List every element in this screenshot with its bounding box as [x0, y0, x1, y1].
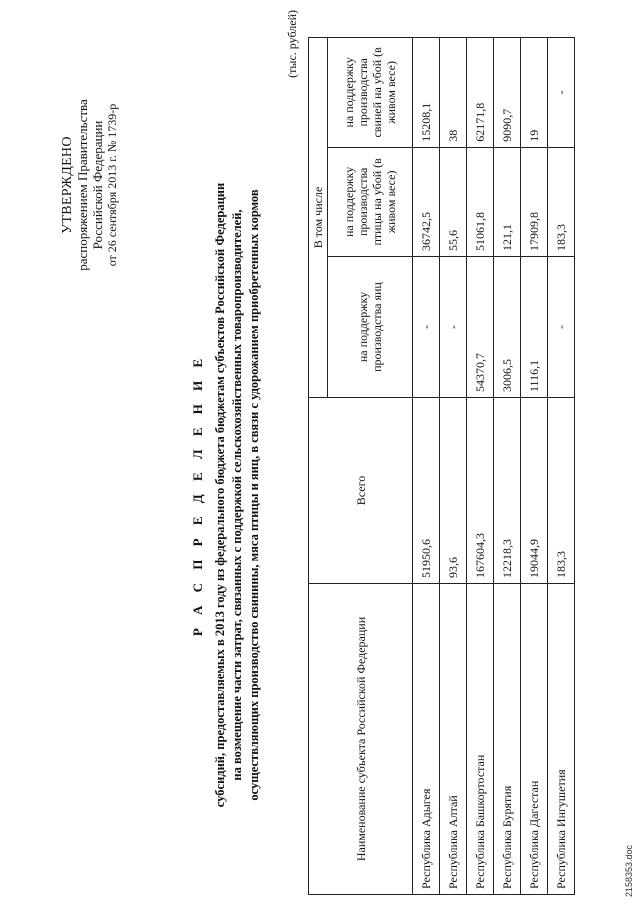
- table-row: [494, 38, 521, 895]
- value-poultry: 17909,8: [521, 147, 548, 256]
- value-pigs: -: [548, 38, 575, 148]
- document-subtitle: субсидий, предоставляемых в 2013 году из федерального бюджета бюджетам субъектов Российской Федерации на возмещение части затрат, связанных с поддержкой сельскохозяйственных товаропроизводителей, осуществляющих производство свинины, мяса птицы и яиц, в связи с удорожанием приобретенных кормов: [213, 182, 261, 808]
- approval-title: УТВЕРЖДЕНО: [60, 136, 75, 234]
- table-row: [440, 38, 467, 895]
- value-eggs: 1116,1: [521, 257, 548, 398]
- value-poultry: 36742,5: [413, 147, 440, 256]
- value-eggs: 54370,7: [467, 257, 494, 398]
- approval-date: от 26 сентября 2013 г. № 1739-р: [105, 103, 119, 267]
- value-eggs: 3006,5: [494, 257, 521, 398]
- table-row: [413, 38, 440, 895]
- header-region-name: Наименование субъекта Российской Федерации: [309, 584, 413, 895]
- approval-line-1: распоряжением Правительства: [75, 99, 90, 271]
- value-pigs: 62171,8: [467, 38, 494, 148]
- units-label: (тыс. рублей): [285, 10, 299, 78]
- region-name: Республика Дагестан: [521, 584, 548, 895]
- header-eggs: на поддержку производства яиц: [328, 257, 413, 398]
- value-poultry: 183,3: [548, 147, 575, 256]
- header-pigs: на поддержку производства свиней на убой (в живом весе): [328, 38, 413, 148]
- document-title: Р А С П Р Е Д Е Л Е Н И Е: [190, 353, 205, 637]
- value-total: 19044,9: [521, 398, 548, 584]
- table-row: [548, 38, 575, 895]
- value-total: 183,3: [548, 398, 575, 584]
- approval-stamp: [60, 80, 120, 290]
- value-eggs: -: [548, 257, 575, 398]
- table-header-row: [309, 38, 328, 895]
- value-poultry: 51061,8: [467, 147, 494, 256]
- document-heading: [190, 175, 263, 815]
- header-total: Всего: [309, 398, 413, 584]
- value-poultry: 55,6: [440, 147, 467, 256]
- value-eggs: -: [413, 257, 440, 398]
- table-row: [467, 38, 494, 895]
- value-poultry: 121,1: [494, 147, 521, 256]
- value-pigs: 9090,7: [494, 38, 521, 148]
- region-name: Республика Адыгея: [413, 584, 440, 895]
- region-name: Республика Башкортостан: [467, 584, 494, 895]
- distribution-table: [308, 37, 575, 895]
- value-pigs: 19: [521, 38, 548, 148]
- region-name: Республика Алтай: [440, 584, 467, 895]
- value-eggs: -: [440, 257, 467, 398]
- table-row: [521, 38, 548, 895]
- value-pigs: 38: [440, 38, 467, 148]
- value-total: 167604,3: [467, 398, 494, 584]
- value-total: 12218,3: [494, 398, 521, 584]
- approval-line-2: Российской Федерации: [90, 120, 105, 250]
- value-total: 93,6: [440, 398, 467, 584]
- value-total: 51950,6: [413, 398, 440, 584]
- header-including: В том числе: [309, 38, 328, 398]
- value-pigs: 15208,1: [413, 38, 440, 148]
- header-poultry: на поддержку производства птицы на убой (в живом весе): [328, 147, 413, 256]
- region-name: Республика Ингушетия: [548, 584, 575, 895]
- document-file-id: 2158353.doc: [624, 844, 634, 897]
- region-name: Республика Бурятия: [494, 584, 521, 895]
